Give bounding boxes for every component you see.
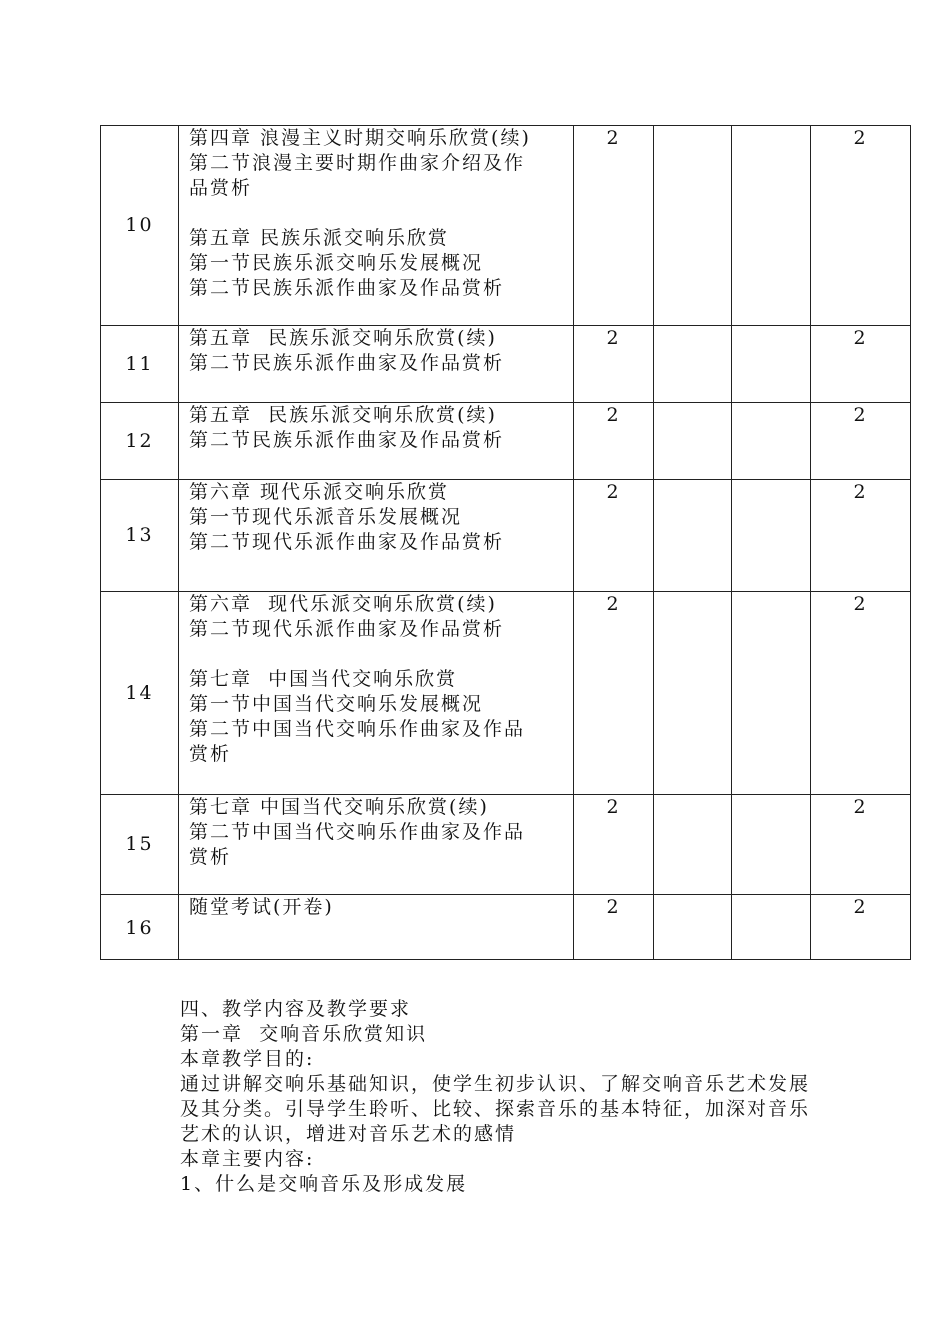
hours-cell-a: 2 bbox=[574, 895, 654, 960]
hours-total-cell: 2 bbox=[811, 895, 911, 960]
week-cell: 16 bbox=[101, 895, 179, 960]
content-line bbox=[189, 201, 569, 226]
hours-cell-a: 2 bbox=[574, 403, 654, 480]
hours-cell-c bbox=[732, 592, 811, 795]
hours-cell-b bbox=[654, 895, 732, 960]
hours-cell-c bbox=[732, 326, 811, 403]
table-row bbox=[101, 403, 911, 480]
content-line: 第二节民族乐派作曲家及作品赏析 bbox=[189, 352, 505, 374]
content-line: 赏析 bbox=[189, 743, 232, 765]
content-cell bbox=[179, 403, 574, 480]
hours-cell-b bbox=[654, 126, 732, 326]
hours-cell-c bbox=[732, 126, 811, 326]
hours-cell-a: 2 bbox=[574, 326, 654, 403]
week-cell: 13 bbox=[101, 480, 179, 592]
schedule-body bbox=[101, 126, 911, 960]
table-row bbox=[101, 126, 911, 326]
content-line: 品赏析 bbox=[189, 177, 253, 199]
week-cell: 14 bbox=[101, 592, 179, 795]
hours-cell-b bbox=[654, 795, 732, 895]
content-line: 第六章 现代乐派交响乐欣赏(续) bbox=[189, 593, 497, 615]
schedule-table bbox=[100, 125, 911, 960]
hours-total-cell: 2 bbox=[811, 592, 911, 795]
table-row bbox=[101, 326, 911, 403]
content-cell bbox=[179, 592, 574, 795]
hours-cell-c bbox=[732, 480, 811, 592]
content-line: 随堂考试(开卷) bbox=[189, 896, 334, 918]
content-line: 第二节现代乐派作曲家及作品赏析 bbox=[189, 531, 505, 553]
content-line: 第七章 中国当代交响乐欣赏 bbox=[189, 668, 458, 690]
content-cell bbox=[179, 795, 574, 895]
hours-cell-a: 2 bbox=[574, 126, 654, 326]
hours-cell-b bbox=[654, 480, 732, 592]
content-item: 1、什么是交响音乐及形成发展 bbox=[180, 1173, 468, 1195]
content-line: 第五章 民族乐派交响乐欣赏 bbox=[189, 227, 450, 249]
hours-cell-a: 2 bbox=[574, 795, 654, 895]
week-cell: 12 bbox=[101, 403, 179, 480]
objective-text: 通过讲解交响乐基础知识，使学生初步认识、了解交响音乐艺术发展及其分类。引导学生聆听、比较、探索音乐的基本特征，加深对音乐艺术的认识，增进对音乐艺术的感情 bbox=[180, 1073, 811, 1145]
hours-total-cell: 2 bbox=[811, 480, 911, 592]
content-line: 第二节中国当代交响乐作曲家及作品 bbox=[189, 718, 526, 740]
content-line: 第一节现代乐派音乐发展概况 bbox=[189, 506, 463, 528]
content-line: 第六章 现代乐派交响乐欣赏 bbox=[189, 481, 450, 503]
content-line: 赏析 bbox=[189, 846, 232, 868]
hours-cell-b bbox=[654, 326, 732, 403]
table-row bbox=[101, 480, 911, 592]
content-cell bbox=[179, 480, 574, 592]
hours-total-cell: 2 bbox=[811, 795, 911, 895]
hours-total-cell: 2 bbox=[811, 326, 911, 403]
teaching-content-section bbox=[180, 997, 820, 1197]
hours-total-cell: 2 bbox=[811, 126, 911, 326]
content-line: 第七章 中国当代交响乐欣赏(续) bbox=[189, 796, 489, 818]
content-line: 第二节中国当代交响乐作曲家及作品 bbox=[189, 821, 526, 843]
content-cell bbox=[179, 126, 574, 326]
content-line: 第二节民族乐派作曲家及作品赏析 bbox=[189, 277, 505, 299]
chapter-title: 第一章 交响音乐欣赏知识 bbox=[180, 1023, 428, 1045]
week-cell: 11 bbox=[101, 326, 179, 403]
table-row bbox=[101, 895, 911, 960]
content-line: 第一节民族乐派交响乐发展概况 bbox=[189, 252, 484, 274]
table-row bbox=[101, 795, 911, 895]
hours-cell-c bbox=[732, 403, 811, 480]
hours-cell-b bbox=[654, 403, 732, 480]
hours-cell-c bbox=[732, 895, 811, 960]
content-line: 第二节现代乐派作曲家及作品赏析 bbox=[189, 618, 505, 640]
content-line bbox=[189, 642, 569, 667]
content-line: 第二节民族乐派作曲家及作品赏析 bbox=[189, 429, 505, 451]
content-label: 本章主要内容: bbox=[180, 1148, 315, 1170]
week-cell: 15 bbox=[101, 795, 179, 895]
table-row bbox=[101, 592, 911, 795]
hours-cell-a: 2 bbox=[574, 480, 654, 592]
hours-cell-b bbox=[654, 592, 732, 795]
content-line: 第五章 民族乐派交响乐欣赏(续) bbox=[189, 327, 497, 349]
hours-total-cell: 2 bbox=[811, 403, 911, 480]
content-line: 第一节中国当代交响乐发展概况 bbox=[189, 693, 484, 715]
content-line: 第五章 民族乐派交响乐欣赏(续) bbox=[189, 404, 497, 426]
hours-cell-c bbox=[732, 795, 811, 895]
content-line: 第四章 浪漫主义时期交响乐欣赏(续) bbox=[189, 127, 531, 149]
week-cell: 10 bbox=[101, 126, 179, 326]
content-cell bbox=[179, 326, 574, 403]
hours-cell-a: 2 bbox=[574, 592, 654, 795]
section-heading: 四、教学内容及教学要求 bbox=[180, 998, 412, 1020]
content-line: 第二节浪漫主要时期作曲家介绍及作 bbox=[189, 152, 526, 174]
content-cell bbox=[179, 895, 574, 960]
objective-label: 本章教学目的: bbox=[180, 1048, 315, 1070]
